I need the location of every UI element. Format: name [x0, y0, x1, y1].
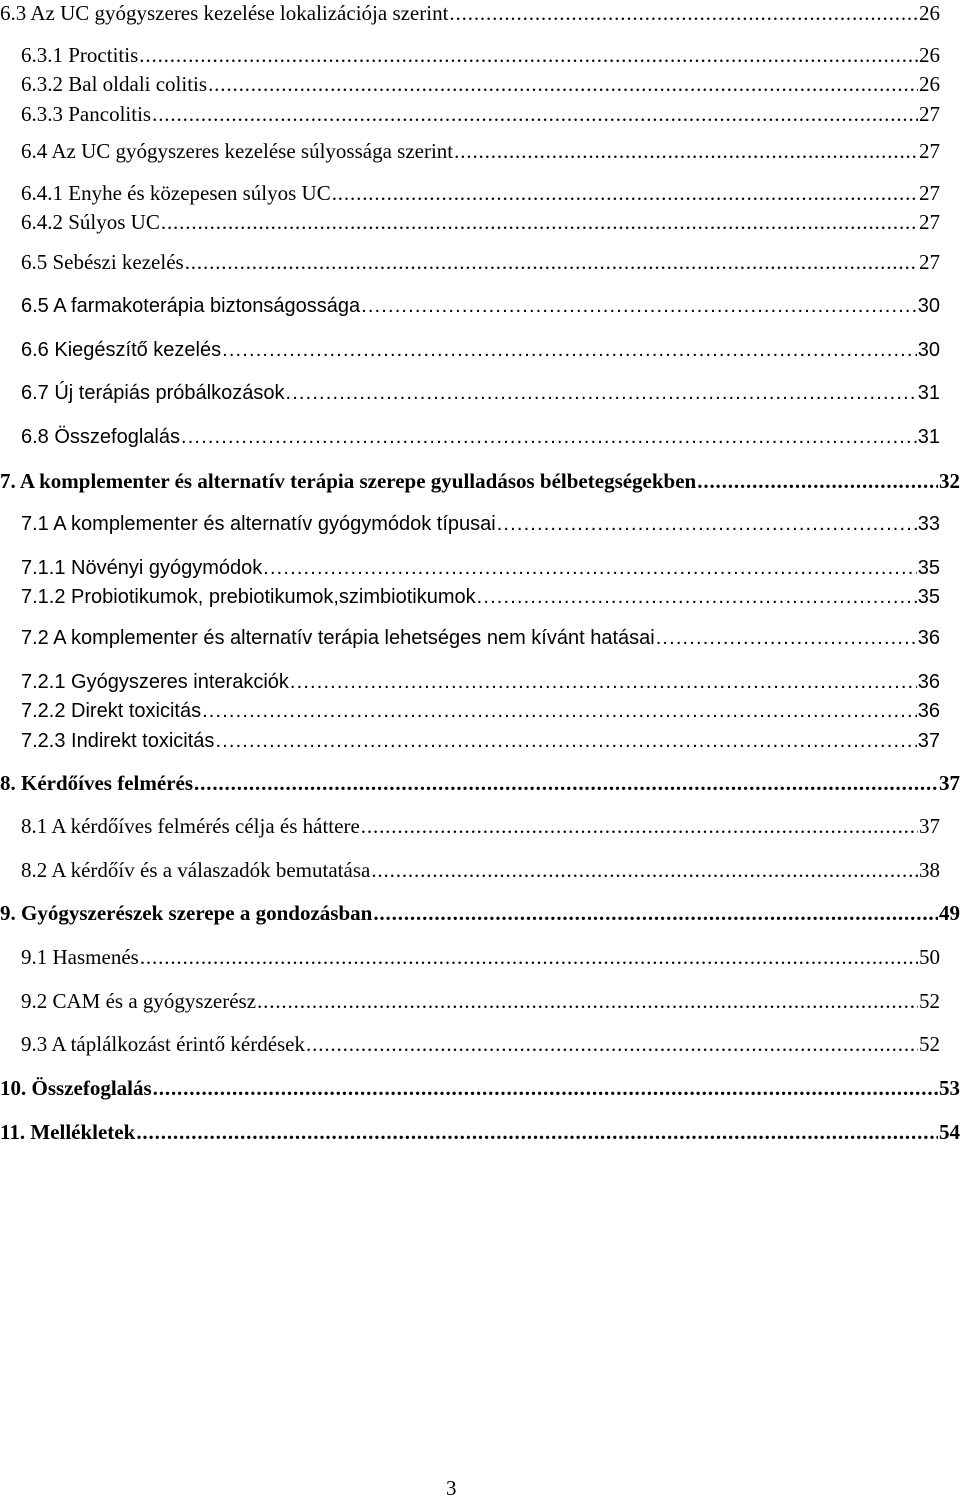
toc-entry-label: 8. Kérdőíves felmérés [0, 771, 194, 795]
toc-dot-leader [136, 1119, 938, 1145]
toc-entry-label: 7.1.2 Probiotikumok, prebiotikumok,szimbiotikumok [21, 586, 476, 608]
toc-dot-leader [361, 293, 917, 319]
toc-entry-page: 35 [917, 557, 940, 579]
toc-entry[interactable] [21, 555, 940, 581]
toc-entry-label: 7.2.2 Direkt toxicitás [21, 700, 202, 722]
toc-entry-page: 54 [939, 1120, 960, 1144]
toc-entry-page: 30 [917, 339, 940, 361]
toc-entry-page: 37 [919, 814, 940, 838]
toc-entry-page: 33 [917, 513, 940, 535]
toc-dot-leader [208, 71, 918, 97]
toc-entry-page: 52 [919, 1032, 940, 1056]
toc-entry[interactable] [0, 900, 960, 926]
toc-entry[interactable] [21, 249, 940, 275]
toc-entry-page: 31 [917, 382, 940, 404]
toc-entry-label: 6.4 Az UC gyógyszeres kezelése súlyossága szerint [21, 139, 454, 163]
toc-entry-label: 6.7 Új terápiás próbálkozások [21, 382, 285, 404]
toc-entry[interactable] [21, 180, 940, 206]
toc-entry[interactable] [21, 209, 940, 235]
toc-entry[interactable] [21, 1031, 940, 1057]
toc-entry-label: 6.4.1 Enyhe és közepesen súlyos UC [21, 181, 331, 205]
toc-dot-leader [161, 209, 918, 235]
toc-entry-page: 38 [919, 858, 940, 882]
toc-entry[interactable] [21, 944, 940, 970]
toc-entry-page: 27 [919, 250, 940, 274]
toc-dot-leader [373, 900, 938, 926]
toc-entry-page: 36 [917, 627, 940, 649]
toc-entry[interactable] [21, 138, 940, 164]
toc-entry[interactable] [21, 857, 940, 883]
toc-entry[interactable] [0, 1075, 960, 1101]
toc-dot-leader [202, 698, 917, 724]
toc-entry-label: 6.8 Összefoglalás [21, 426, 180, 448]
toc-dot-leader [263, 555, 917, 581]
toc-entry[interactable] [21, 698, 940, 724]
toc-entry-page: 52 [919, 989, 940, 1013]
toc-entry-label: 6.5 A farmakoterápia biztonságossága [21, 295, 361, 317]
toc-entry[interactable] [21, 424, 940, 450]
toc-entry-page: 49 [939, 901, 960, 925]
toc-entry[interactable] [21, 380, 940, 406]
toc-entry-label: 7.2.3 Indirekt toxicitás [21, 730, 215, 752]
toc-entry-page: 26 [919, 43, 940, 67]
toc-entry-page: 31 [917, 426, 940, 448]
toc-entry-label: 6.6 Kiegészítő kezelés [21, 339, 222, 361]
toc-entry[interactable] [0, 0, 940, 26]
toc-dot-leader [697, 468, 938, 494]
toc-dot-leader [140, 944, 918, 970]
toc-entry[interactable] [21, 337, 940, 363]
toc-entry-page: 50 [919, 945, 940, 969]
toc-entry-label: 8.2 A kérdőív és a válaszadók bemutatása [21, 858, 371, 882]
toc-entry[interactable] [21, 988, 940, 1014]
toc-entry[interactable] [0, 1119, 960, 1145]
toc-entry-page: 26 [919, 72, 940, 96]
toc-entry[interactable] [21, 293, 940, 319]
toc-dot-leader [152, 101, 918, 127]
toc-entry-page: 27 [919, 181, 940, 205]
toc-entry-page: 27 [919, 102, 940, 126]
toc-dot-leader [332, 180, 918, 206]
toc-dot-leader [477, 584, 917, 610]
toc-entry[interactable] [21, 584, 940, 610]
toc-dot-leader [185, 249, 918, 275]
toc-dot-leader [306, 1031, 918, 1057]
toc-entry[interactable] [21, 625, 940, 651]
page-number: 3 [446, 1476, 457, 1500]
toc-entry-label: 9.2 CAM és a gyógyszerész [21, 989, 257, 1013]
toc-dot-leader [139, 42, 918, 68]
toc-entry-page: 37 [917, 730, 940, 752]
toc-entry-label: 9.1 Hasmenés [21, 945, 139, 969]
toc-entry[interactable] [21, 813, 940, 839]
toc-entry[interactable] [21, 511, 940, 537]
toc-entry[interactable] [21, 728, 940, 754]
toc-dot-leader [215, 728, 916, 754]
toc-dot-leader [371, 857, 918, 883]
toc-entry-page: 30 [917, 295, 940, 317]
toc-entry-page: 37 [939, 771, 960, 795]
toc-dot-leader [285, 380, 916, 406]
toc-entry[interactable] [21, 42, 940, 68]
toc-entry[interactable] [0, 770, 960, 796]
toc-entry[interactable] [21, 101, 940, 127]
toc-dot-leader [290, 669, 917, 695]
toc-entry-label: 7.1.1 Növényi gyógymódok [21, 557, 263, 579]
toc-entry-label: 7. A komplementer és alternatív terápia szerepe gyulladásos bélbetegségekben [0, 469, 697, 493]
toc-entry-label: 6.5 Sebészi kezelés [21, 250, 184, 274]
toc-dot-leader [656, 625, 917, 651]
toc-entry[interactable] [21, 71, 940, 97]
toc-entry-label: 6.3.2 Bal oldali colitis [21, 72, 208, 96]
toc-dot-leader [257, 988, 918, 1014]
toc-entry-label: 6.3 Az UC gyógyszeres kezelése lokalizációja szerint [0, 1, 449, 25]
toc-dot-leader [449, 0, 918, 26]
toc-entry-label: 7.2 A komplementer és alternatív terápia lehetséges nem kívánt hatásai [21, 627, 655, 649]
toc-entry-label: 7.1 A komplementer és alternatív gyógymódok típusai [21, 513, 496, 535]
toc-entry-label: 6.3.1 Proctitis [21, 43, 139, 67]
toc-entry-label: 11. Mellékletek [0, 1120, 136, 1144]
toc-entry-label: 7.2.1 Gyógyszeres interakciók [21, 671, 289, 693]
toc-dot-leader [222, 337, 917, 363]
toc-dot-leader [153, 1075, 938, 1101]
toc-entry-page: 27 [919, 139, 940, 163]
toc-entry-page: 26 [919, 1, 940, 25]
toc-dot-leader [194, 770, 938, 796]
toc-entry-label: 6.3.3 Pancolitis [21, 102, 152, 126]
toc-entry-page: 32 [939, 469, 960, 493]
toc-dot-leader [181, 424, 917, 450]
toc-entry-label: 9. Gyógyszerészek szerepe a gondozásban [0, 901, 373, 925]
toc-entry-label: 9.3 A táplálkozást érintő kérdések [21, 1032, 306, 1056]
toc-entry-label: 8.1 A kérdőíves felmérés célja és háttere [21, 814, 360, 838]
toc-entry-page: 35 [917, 586, 940, 608]
toc-entry-label: 6.4.2 Súlyos UC [21, 210, 160, 234]
toc-entry[interactable] [0, 468, 960, 494]
toc-dot-leader [497, 511, 917, 537]
toc-entry[interactable] [21, 669, 940, 695]
toc-entry-page: 27 [919, 210, 940, 234]
toc-dot-leader [361, 813, 918, 839]
toc-entry-label: 10. Összefoglalás [0, 1076, 152, 1100]
toc-entry-page: 36 [917, 700, 940, 722]
toc-entry-page: 53 [939, 1076, 960, 1100]
toc-entry-page: 36 [917, 671, 940, 693]
toc-dot-leader [454, 138, 918, 164]
